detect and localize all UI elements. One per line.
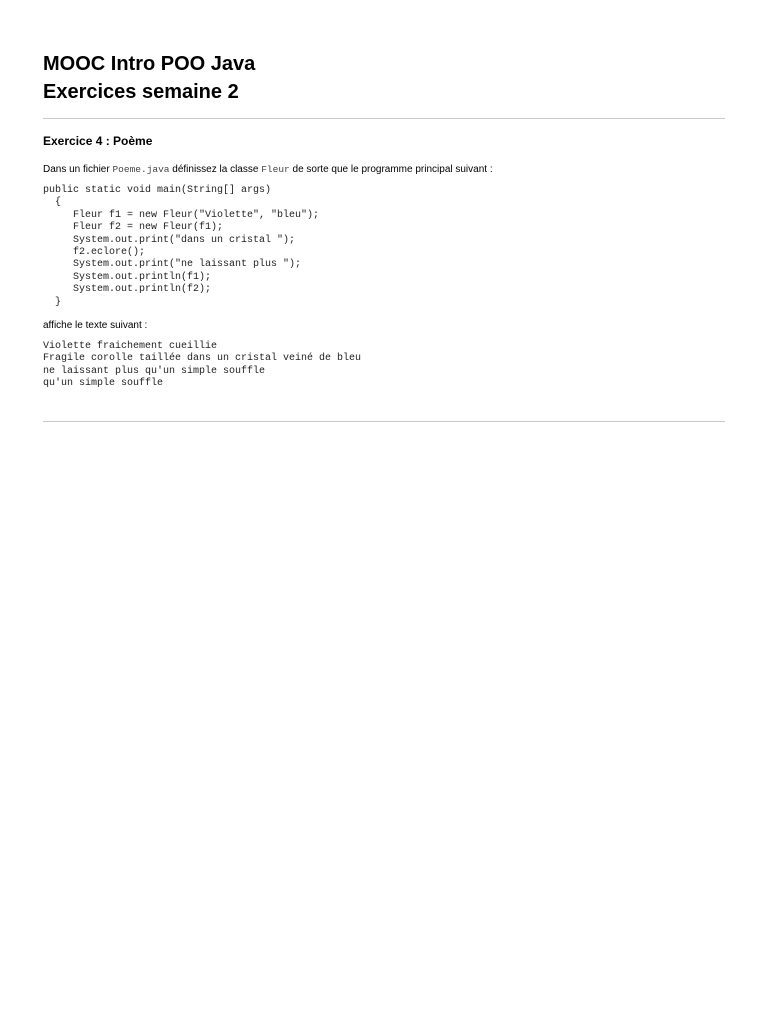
exercise-intro	[43, 163, 725, 177]
main-program-code: public static void main(String[] args) { Fleur f1 = new Fleur("Violette", "bleu"); Fleur f2 = new Fleur(f1); System.out.print("dans un cristal "); f2.eclore(); System.out.print("ne laissant plus "); System.out.println(f1); System.out.println(f2); }	[43, 185, 320, 308]
intro-text-1: Dans un fichier	[43, 164, 113, 175]
bottom-divider	[43, 421, 725, 422]
output-intro: affiche le texte suivant :	[43, 320, 148, 332]
exercise-title: Exercice 4 : Poème	[43, 134, 153, 148]
document-page	[43, 50, 725, 422]
page-title-line-1: MOOC Intro POO Java	[43, 53, 256, 75]
page-title-line-2: Exercices semaine 2	[43, 81, 239, 103]
intro-text-2: définissez la classe	[169, 164, 262, 175]
expected-output: Violette fraichement cueillie Fragile corolle taillée dans un cristal veiné de bleu ne laissant plus qu'un simple souffle qu'un simple souffle	[43, 341, 362, 390]
intro-file-name: Poeme.java	[112, 164, 170, 175]
intro-text-3: de sorte que le programme principal suivant :	[289, 164, 493, 175]
page-title	[43, 50, 725, 106]
intro-class-name: Fleur	[261, 164, 290, 175]
top-divider	[43, 118, 725, 119]
